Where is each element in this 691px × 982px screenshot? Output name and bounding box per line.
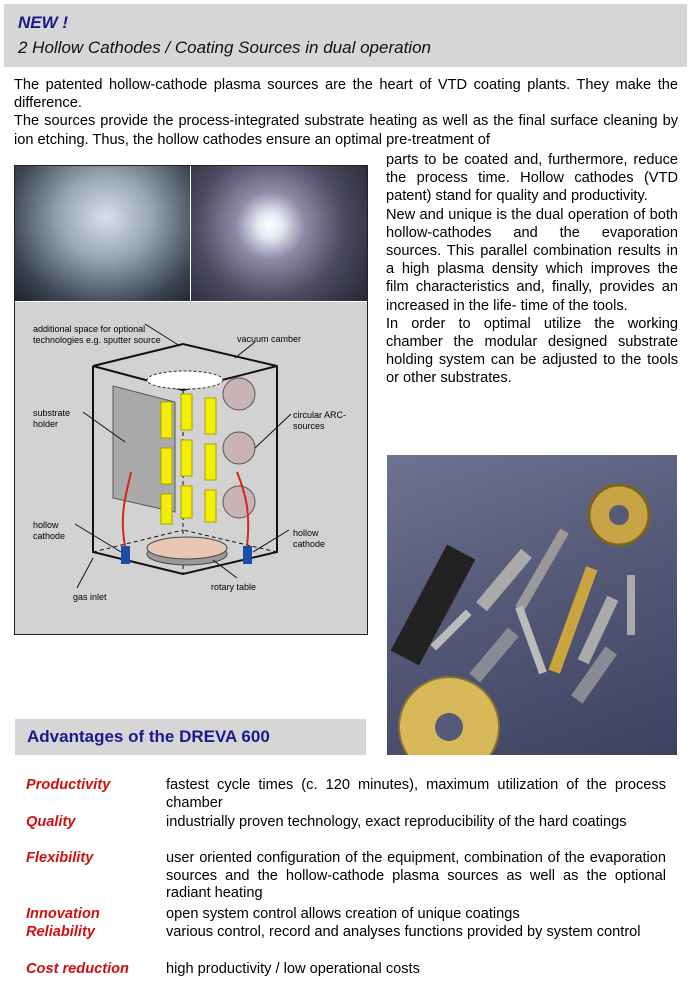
label-hollow-cathode-left: hollow cathode	[33, 520, 66, 541]
plasma-photo-right	[191, 166, 367, 301]
right-paragraph-1: parts to be coated and, furthermore, reduce the process time. Hollow cathodes (VTD patent) stand for quality and productivity.	[386, 152, 678, 205]
advantage-row	[26, 961, 668, 979]
new-label: NEW !	[18, 13, 69, 32]
advantage-row	[26, 814, 668, 849]
tools-photo-drawing	[387, 455, 677, 755]
advantage-value: open system control allows creation of unique coatings	[166, 906, 520, 922]
label-substrate-holder: substrate holder	[33, 408, 71, 429]
advantage-key: Flexibility	[26, 850, 94, 866]
advantage-key: Cost reduction	[26, 961, 129, 977]
advantage-key: Quality	[26, 814, 76, 830]
plasma-photo-left	[15, 166, 190, 301]
intro-text	[14, 76, 678, 149]
label-arc-sources: circular ARC-sources	[293, 410, 347, 431]
label-vacuum-chamber: vacuum camber	[237, 334, 302, 344]
advantage-value: user oriented configuration of the equipment, combination of the evaporation sources and the hollow-cathode plasma sources as well as the optional radiant heating	[166, 850, 666, 901]
advantage-row	[26, 777, 668, 812]
label-additional-space: additional space for optional technologies e.g. sputter source	[33, 324, 161, 345]
advantage-key: Innovation	[26, 906, 100, 922]
chamber-diagram-drawing	[15, 302, 367, 634]
advantages-heading-box	[15, 719, 366, 755]
advantage-value: fastest cycle times (c. 120 minutes), maximum utilization of the process chamber	[166, 777, 666, 811]
header-banner	[4, 4, 687, 67]
intro-paragraph-2: The sources provide the process-integrated substrate heating as well as the final surface cleaning by ion etching. Thus, the hollow cathodes ensure an optimal pre-treatment of	[14, 113, 678, 148]
advantage-key: Productivity	[26, 777, 111, 793]
label-hollow-cathode-right: hollow cathode	[293, 528, 326, 549]
right-column-text	[386, 151, 678, 388]
right-paragraph-2: New and unique is the dual operation of both hollow-cathodes and the evaporation sources. This parallel combination results in a high plasma density which improves the film characteristics and, finally, provides an increased in the life- time of the tools.	[386, 206, 678, 314]
intro-paragraph-1: The patented hollow-cathode plasma sources are the heart of VTD coating plants. They make the difference.	[14, 77, 678, 112]
advantage-value: various control, record and analyses functions provided by system control	[166, 924, 641, 940]
advantage-row	[26, 924, 668, 959]
advantages-heading: Advantages of the DREVA 600	[27, 727, 270, 746]
plasma-figure	[14, 165, 368, 635]
tools-photo	[387, 455, 677, 755]
advantage-key: Reliability	[26, 924, 95, 940]
page-title: 2 Hollow Cathodes / Coating Sources in dual operation	[18, 38, 431, 57]
advantage-row	[26, 906, 668, 924]
advantage-row	[26, 850, 668, 903]
chamber-diagram	[15, 302, 367, 634]
advantage-value: industrially proven technology, exact reproducibility of the hard coatings	[166, 814, 627, 830]
label-rotary-table: rotary table	[211, 582, 257, 592]
advantage-value: high productivity / low operational costs	[166, 961, 420, 977]
label-gas-inlet: gas inlet	[73, 592, 107, 602]
right-paragraph-3: In order to optimal utilize the working chamber the modular designed substrate holding system can be adjusted to the tools or other substrates.	[386, 315, 678, 387]
